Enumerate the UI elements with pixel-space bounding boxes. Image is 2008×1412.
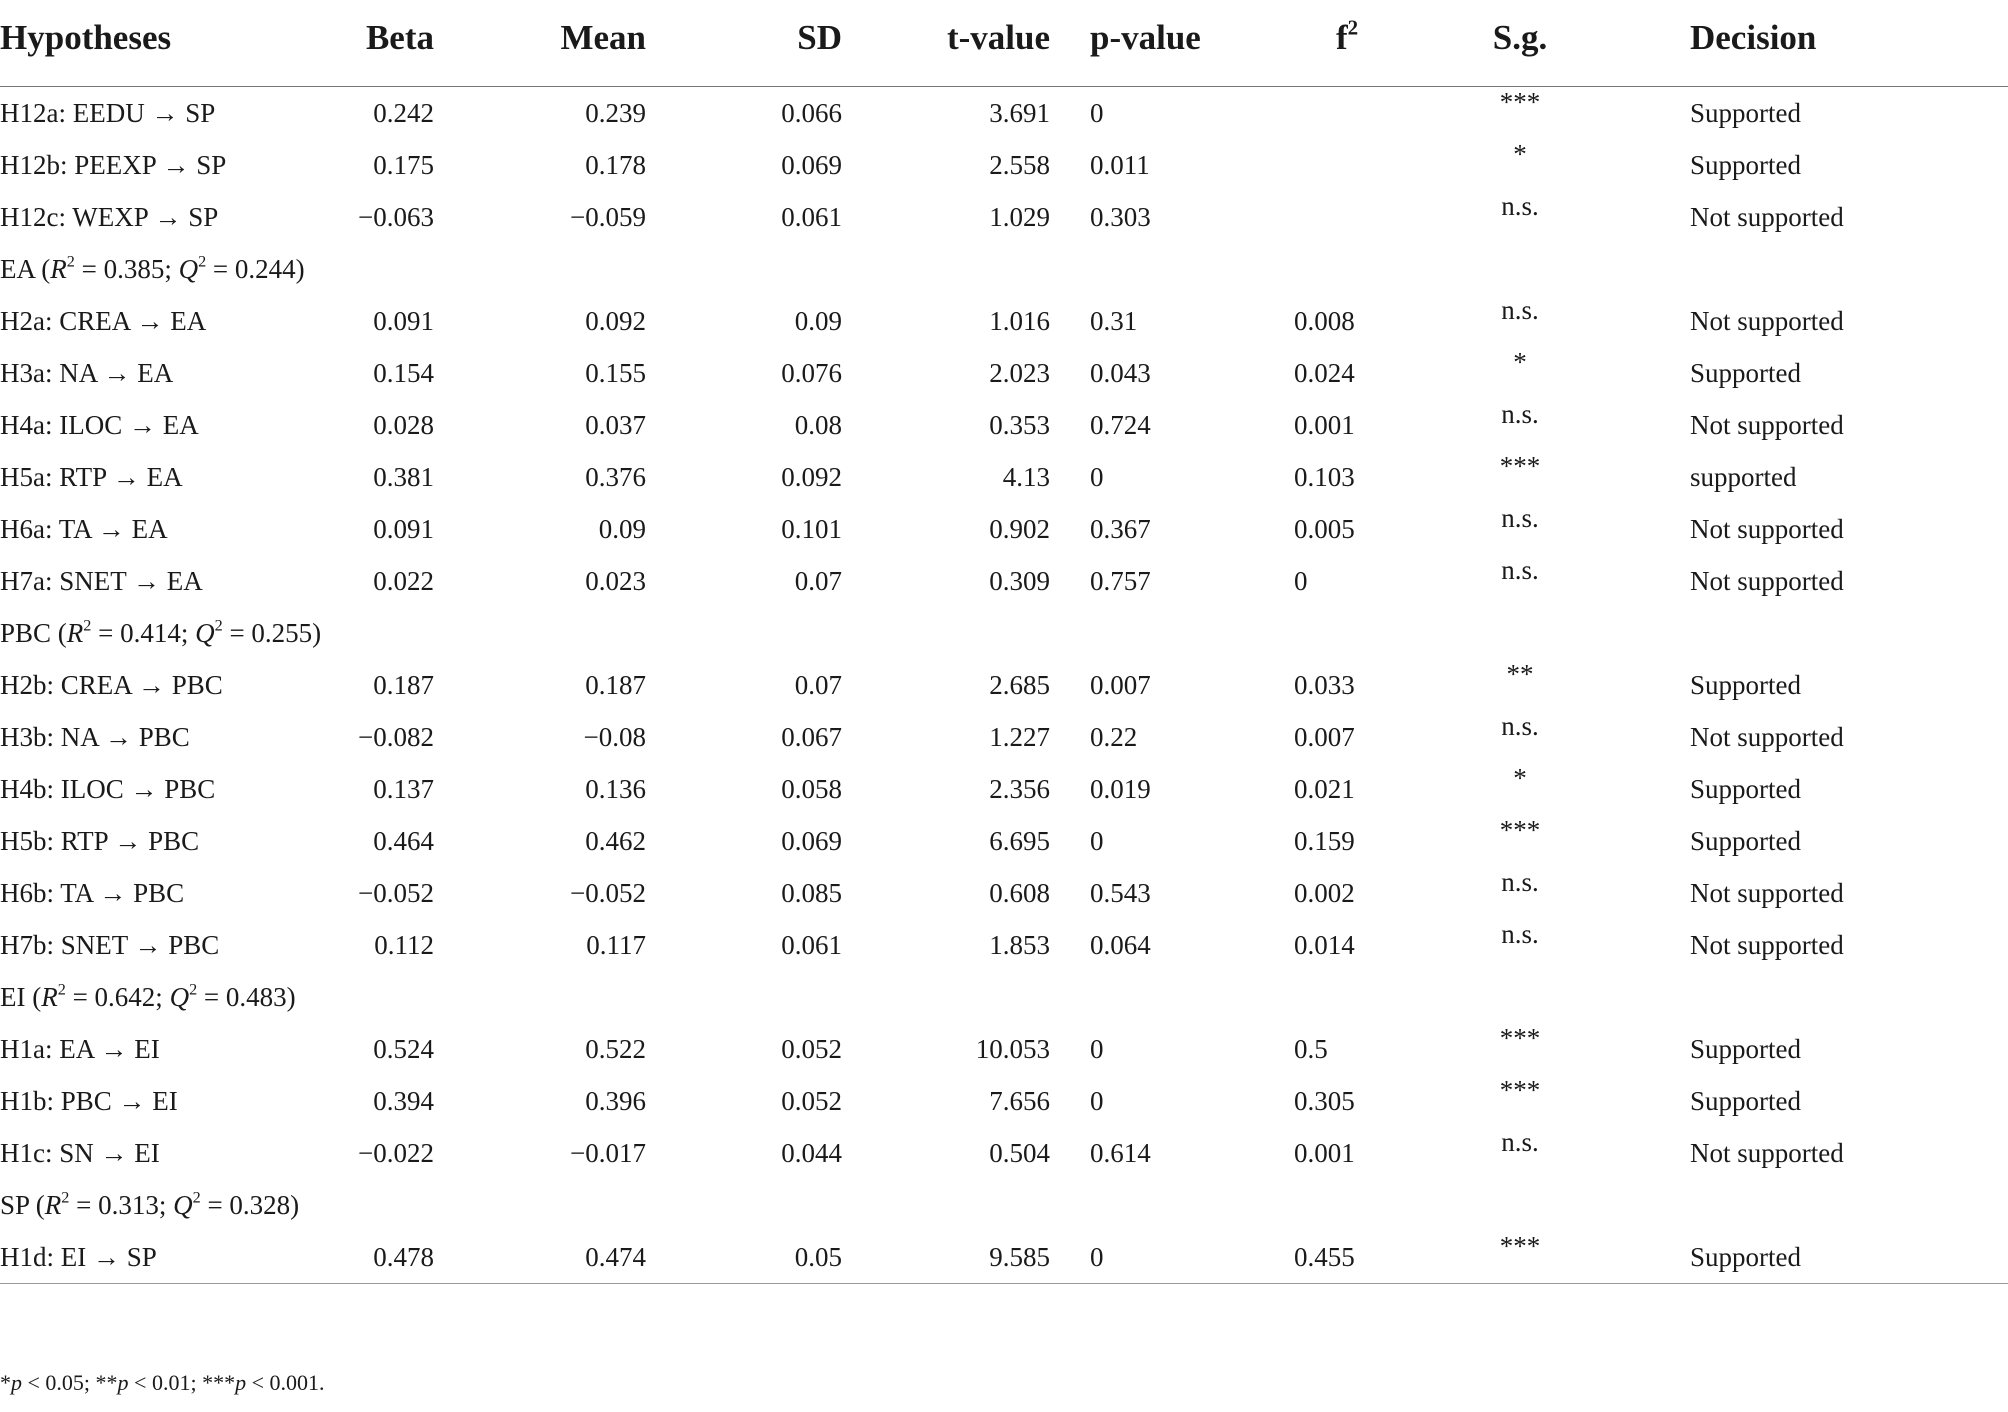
group-q-superscript: 2 xyxy=(214,616,223,635)
footnote-star-2: ** xyxy=(95,1370,118,1395)
cell-p-value: 0.724 xyxy=(1090,409,1151,440)
significance-footnote xyxy=(0,1370,324,1396)
cell-significance: ** xyxy=(1506,659,1534,689)
cell-t-value: 1.227 xyxy=(989,721,1050,752)
cell-significance: *** xyxy=(1499,451,1541,481)
cell-p-value: 0.064 xyxy=(1090,929,1151,960)
cell-hypothesis: H12c: WEXP → SP xyxy=(0,201,219,232)
cell-sd: 0.09 xyxy=(794,305,842,336)
cell-p-value: 0.007 xyxy=(1090,669,1151,700)
footnote-p-2: p xyxy=(117,1370,129,1395)
group-q-label: Q xyxy=(169,981,190,1012)
cell-significance: *** xyxy=(1499,1231,1541,1261)
group-q-label: Q xyxy=(178,253,199,284)
cell-f-squared: 0.001 xyxy=(1294,1137,1355,1168)
cell-hypothesis: H1b: PBC → EI xyxy=(0,1085,178,1116)
cell-significance: n.s. xyxy=(1501,503,1539,533)
cell-p-value: 0.367 xyxy=(1090,513,1151,544)
header-f-superscript: 2 xyxy=(1347,15,1359,40)
cell-mean: 0.522 xyxy=(585,1033,646,1064)
group-q-superscript: 2 xyxy=(189,980,198,999)
cell-p-value: 0 xyxy=(1090,461,1104,492)
footnote-p-1: p xyxy=(11,1370,22,1395)
group-q-label: Q xyxy=(173,1189,193,1220)
cell-mean: −0.059 xyxy=(570,201,646,232)
cell-sd: 0.061 xyxy=(781,201,842,232)
table-row xyxy=(0,295,2008,347)
cell-significance: n.s. xyxy=(1501,399,1539,429)
cell-decision: Not supported xyxy=(1690,721,1844,752)
table-row xyxy=(0,1127,2008,1179)
cell-t-value: 0.902 xyxy=(989,513,1050,544)
table-row xyxy=(0,347,2008,399)
table-row xyxy=(0,191,2008,243)
cell-sd: 0.07 xyxy=(794,565,842,596)
cell-f-squared: 0.5 xyxy=(1294,1033,1328,1064)
cell-mean: 0.178 xyxy=(585,149,646,180)
footnote-threshold-3: < 0.001. xyxy=(246,1370,325,1395)
group-prefix: EA ( xyxy=(0,253,51,284)
cell-mean: 0.462 xyxy=(585,825,646,856)
group-header-row xyxy=(0,607,2008,659)
cell-significance: n.s. xyxy=(1501,1127,1539,1157)
cell-f-squared: 0.021 xyxy=(1294,773,1355,804)
cell-mean: 0.376 xyxy=(585,461,646,492)
cell-decision: supported xyxy=(1690,461,1797,492)
cell-f-squared: 0.007 xyxy=(1294,721,1355,752)
cell-t-value: 0.504 xyxy=(989,1137,1050,1168)
cell-t-value: 2.356 xyxy=(989,773,1050,804)
cell-mean: 0.187 xyxy=(585,669,646,700)
table-row xyxy=(0,1075,2008,1127)
header-t-value: t-value xyxy=(946,18,1050,57)
cell-significance: n.s. xyxy=(1501,191,1539,221)
table-row xyxy=(0,711,2008,763)
group-prefix: SP ( xyxy=(0,1189,45,1220)
cell-hypothesis: H1d: EI → SP xyxy=(0,1241,157,1272)
cell-decision: Not supported xyxy=(1690,201,1844,232)
cell-significance: n.s. xyxy=(1501,295,1539,325)
cell-beta: 0.175 xyxy=(373,149,434,180)
cell-beta: 0.091 xyxy=(373,305,434,336)
cell-hypothesis: H3b: NA → PBC xyxy=(0,721,190,752)
table-row xyxy=(0,763,2008,815)
cell-hypothesis: H2b: CREA → PBC xyxy=(0,669,223,700)
cell-decision: Not supported xyxy=(1690,565,1844,596)
cell-significance: n.s. xyxy=(1501,867,1539,897)
cell-t-value: 2.023 xyxy=(989,357,1050,388)
cell-decision: Supported xyxy=(1690,97,1801,128)
cell-hypothesis: H6a: TA → EA xyxy=(0,513,168,544)
cell-p-value: 0.614 xyxy=(1090,1137,1151,1168)
table-body xyxy=(0,87,2008,1284)
group-r-label: R xyxy=(50,253,67,284)
group-r-value: = 0.313; xyxy=(69,1189,174,1220)
cell-p-value: 0 xyxy=(1090,1033,1104,1064)
cell-sd: 0.05 xyxy=(794,1241,842,1272)
cell-beta: 0.381 xyxy=(373,461,434,492)
cell-t-value: 6.695 xyxy=(989,825,1050,856)
cell-decision: Not supported xyxy=(1690,929,1844,960)
table-row xyxy=(0,867,2008,919)
group-header-label xyxy=(0,1179,2008,1231)
group-r-value: = 0.414; xyxy=(91,617,196,648)
cell-significance: * xyxy=(1513,347,1527,377)
cell-significance: *** xyxy=(1499,87,1541,117)
group-r-label: R xyxy=(66,617,84,648)
cell-t-value: 2.685 xyxy=(989,669,1050,700)
group-header-row xyxy=(0,243,2008,295)
cell-p-value: 0.043 xyxy=(1090,357,1151,388)
footnote-star-3: *** xyxy=(202,1370,236,1395)
cell-significance: n.s. xyxy=(1501,711,1539,741)
cell-f-squared: 0.103 xyxy=(1294,461,1355,492)
group-q-superscript: 2 xyxy=(192,1188,201,1207)
hypotheses-results-table xyxy=(0,15,2008,1284)
group-prefix: EI ( xyxy=(0,981,42,1012)
cell-decision: Supported xyxy=(1690,1085,1801,1116)
header-f-label: f xyxy=(1336,18,1348,57)
cell-mean: 0.474 xyxy=(585,1241,646,1272)
cell-t-value: 3.691 xyxy=(989,97,1050,128)
cell-p-value: 0.011 xyxy=(1090,149,1150,180)
cell-mean: 0.092 xyxy=(585,305,646,336)
group-header-row xyxy=(0,971,2008,1023)
footnote-threshold-2: < 0.01; xyxy=(128,1370,203,1395)
cell-p-value: 0.303 xyxy=(1090,201,1151,232)
footnote-threshold-1: < 0.05; xyxy=(22,1370,96,1395)
cell-p-value: 0.757 xyxy=(1090,565,1151,596)
table-row xyxy=(0,1231,2008,1284)
cell-hypothesis: H4b: ILOC → PBC xyxy=(0,773,216,804)
cell-beta: 0.478 xyxy=(373,1241,434,1272)
table-row xyxy=(0,451,2008,503)
group-q-value: = 0.255) xyxy=(222,617,322,648)
cell-p-value: 0.22 xyxy=(1090,721,1138,752)
cell-mean: 0.239 xyxy=(585,97,646,128)
table-row xyxy=(0,659,2008,711)
header-f-squared xyxy=(1276,15,1424,87)
cell-hypothesis: H4a: ILOC → EA xyxy=(0,409,199,440)
cell-hypothesis: H3a: NA → EA xyxy=(0,357,174,388)
cell-significance: *** xyxy=(1499,815,1541,845)
table-row xyxy=(0,503,2008,555)
group-r-label: R xyxy=(41,981,58,1012)
table-row xyxy=(0,139,2008,191)
cell-beta: 0.028 xyxy=(373,409,434,440)
cell-beta: 0.394 xyxy=(373,1085,434,1116)
cell-decision: Supported xyxy=(1690,825,1801,856)
cell-f-squared: 0.001 xyxy=(1294,409,1355,440)
cell-sd: 0.052 xyxy=(781,1085,842,1116)
cell-p-value: 0 xyxy=(1090,97,1104,128)
group-q-value: = 0.483) xyxy=(197,981,296,1012)
cell-f-squared: 0.033 xyxy=(1294,669,1355,700)
group-header-label xyxy=(0,243,2008,295)
cell-decision: Supported xyxy=(1690,149,1801,180)
cell-t-value: 2.558 xyxy=(989,149,1050,180)
cell-beta: 0.524 xyxy=(373,1033,434,1064)
cell-hypothesis: H7b: SNET → PBC xyxy=(0,929,220,960)
cell-beta: 0.464 xyxy=(373,825,434,856)
cell-p-value: 0.019 xyxy=(1090,773,1151,804)
cell-hypothesis: H12a: EEDU → SP xyxy=(0,97,216,128)
cell-mean: 0.023 xyxy=(585,565,646,596)
cell-sd: 0.058 xyxy=(781,773,842,804)
cell-beta: 0.091 xyxy=(373,513,434,544)
cell-beta: 0.242 xyxy=(373,97,434,128)
table-header-row xyxy=(0,18,2008,87)
cell-mean: −0.08 xyxy=(583,721,646,752)
cell-sd: 0.061 xyxy=(781,929,842,960)
cell-beta: −0.022 xyxy=(358,1137,434,1168)
group-r-superscript: 2 xyxy=(57,980,66,999)
cell-sd: 0.101 xyxy=(781,513,842,544)
cell-significance: * xyxy=(1513,139,1527,169)
cell-sd: 0.067 xyxy=(781,721,842,752)
cell-p-value: 0.543 xyxy=(1090,877,1151,908)
group-r-superscript: 2 xyxy=(61,1188,70,1207)
cell-hypothesis: H1c: SN → EI xyxy=(0,1137,160,1168)
cell-f-squared xyxy=(1276,191,1424,243)
group-prefix: PBC ( xyxy=(0,617,67,648)
cell-sd: 0.076 xyxy=(781,357,842,388)
cell-sd: 0.07 xyxy=(794,669,842,700)
cell-f-squared xyxy=(1276,87,1424,140)
group-header-label xyxy=(0,607,2008,659)
cell-beta: 0.154 xyxy=(373,357,434,388)
cell-f-squared: 0.024 xyxy=(1294,357,1355,388)
cell-mean: 0.396 xyxy=(585,1085,646,1116)
group-q-value: = 0.328) xyxy=(200,1189,300,1220)
cell-decision: Not supported xyxy=(1690,513,1844,544)
table-row xyxy=(0,1023,2008,1075)
cell-t-value: 1.016 xyxy=(989,305,1050,336)
cell-t-value: 9.585 xyxy=(989,1241,1050,1272)
cell-significance: * xyxy=(1513,763,1527,793)
cell-t-value: 10.053 xyxy=(975,1033,1050,1064)
cell-t-value: 0.608 xyxy=(989,877,1050,908)
table-row xyxy=(0,399,2008,451)
cell-sd: 0.08 xyxy=(794,409,842,440)
header-sd: SD xyxy=(797,18,842,57)
cell-t-value: 1.853 xyxy=(989,929,1050,960)
cell-p-value: 0 xyxy=(1090,1241,1104,1272)
header-hypotheses: Hypotheses xyxy=(0,18,172,57)
group-header-row xyxy=(0,1179,2008,1231)
cell-t-value: 1.029 xyxy=(989,201,1050,232)
cell-decision: Supported xyxy=(1690,357,1801,388)
group-r-label: R xyxy=(44,1189,62,1220)
cell-mean: 0.155 xyxy=(585,357,646,388)
cell-t-value: 7.656 xyxy=(989,1085,1050,1116)
cell-f-squared: 0.159 xyxy=(1294,825,1355,856)
cell-mean: −0.017 xyxy=(570,1137,646,1168)
cell-hypothesis: H5a: RTP → EA xyxy=(0,461,183,492)
group-q-superscript: 2 xyxy=(198,252,207,271)
cell-hypothesis: H1a: EA → EI xyxy=(0,1033,160,1064)
cell-sd: 0.069 xyxy=(781,825,842,856)
header-decision: Decision xyxy=(1690,18,1817,57)
cell-hypothesis: H5b: RTP → PBC xyxy=(0,825,200,856)
cell-f-squared: 0.005 xyxy=(1294,513,1355,544)
cell-beta: 0.187 xyxy=(373,669,434,700)
cell-hypothesis: H12b: PEEXP → SP xyxy=(0,149,227,180)
table-row xyxy=(0,919,2008,971)
cell-hypothesis: H2a: CREA → EA xyxy=(0,305,207,336)
cell-sd: 0.092 xyxy=(781,461,842,492)
cell-decision: Supported xyxy=(1690,1033,1801,1064)
cell-f-squared: 0.002 xyxy=(1294,877,1355,908)
cell-significance: *** xyxy=(1499,1075,1541,1105)
cell-sd: 0.044 xyxy=(781,1137,842,1168)
cell-t-value: 4.13 xyxy=(1002,461,1050,492)
cell-decision: Not supported xyxy=(1690,409,1844,440)
group-r-superscript: 2 xyxy=(66,252,75,271)
cell-mean: 0.136 xyxy=(585,773,646,804)
cell-significance: n.s. xyxy=(1501,555,1539,585)
cell-decision: Not supported xyxy=(1690,877,1844,908)
cell-sd: 0.066 xyxy=(781,97,842,128)
cell-decision: Supported xyxy=(1690,669,1801,700)
header-p-value: p-value xyxy=(1090,18,1201,57)
cell-beta: −0.052 xyxy=(358,877,434,908)
cell-beta: 0.112 xyxy=(374,929,434,960)
cell-hypothesis: H6b: TA → PBC xyxy=(0,877,185,908)
group-r-value: = 0.642; xyxy=(65,981,170,1012)
group-r-value: = 0.385; xyxy=(74,253,179,284)
header-significance: S.g. xyxy=(1492,18,1548,57)
cell-decision: Supported xyxy=(1690,1241,1801,1272)
cell-f-squared: 0.455 xyxy=(1294,1241,1355,1272)
cell-f-squared: 0.008 xyxy=(1294,305,1355,336)
cell-f-squared: 0.305 xyxy=(1294,1085,1355,1116)
cell-hypothesis: H7a: SNET → EA xyxy=(0,565,203,596)
cell-sd: 0.085 xyxy=(781,877,842,908)
group-header-label xyxy=(0,971,2008,1023)
cell-beta: 0.022 xyxy=(373,565,434,596)
group-r-superscript: 2 xyxy=(83,616,92,635)
group-q-label: Q xyxy=(195,617,215,648)
cell-p-value: 0 xyxy=(1090,1085,1104,1116)
table-row xyxy=(0,87,2008,140)
cell-f-squared xyxy=(1276,139,1424,191)
cell-mean: 0.117 xyxy=(586,929,646,960)
cell-p-value: 0.31 xyxy=(1090,305,1138,336)
cell-mean: −0.052 xyxy=(570,877,646,908)
cell-decision: Supported xyxy=(1690,773,1801,804)
cell-sd: 0.052 xyxy=(781,1033,842,1064)
cell-t-value: 0.353 xyxy=(989,409,1050,440)
cell-mean: 0.037 xyxy=(585,409,646,440)
cell-decision: Not supported xyxy=(1690,1137,1844,1168)
cell-f-squared: 0 xyxy=(1294,565,1308,596)
header-beta: Beta xyxy=(365,18,434,57)
cell-significance: *** xyxy=(1499,1023,1541,1053)
cell-mean: 0.09 xyxy=(598,513,646,544)
table-row xyxy=(0,815,2008,867)
cell-t-value: 0.309 xyxy=(989,565,1050,596)
cell-beta: −0.082 xyxy=(358,721,434,752)
cell-sd: 0.069 xyxy=(781,149,842,180)
cell-p-value: 0 xyxy=(1090,825,1104,856)
footnote-star-1: * xyxy=(0,1370,11,1395)
header-mean: Mean xyxy=(560,18,646,57)
cell-f-squared: 0.014 xyxy=(1294,929,1355,960)
table-row xyxy=(0,555,2008,607)
cell-beta: 0.137 xyxy=(373,773,434,804)
cell-significance: n.s. xyxy=(1501,919,1539,949)
group-q-value: = 0.244) xyxy=(206,253,305,284)
cell-beta: −0.063 xyxy=(358,201,434,232)
footnote-p-3: p xyxy=(235,1370,247,1395)
cell-decision: Not supported xyxy=(1690,305,1844,336)
